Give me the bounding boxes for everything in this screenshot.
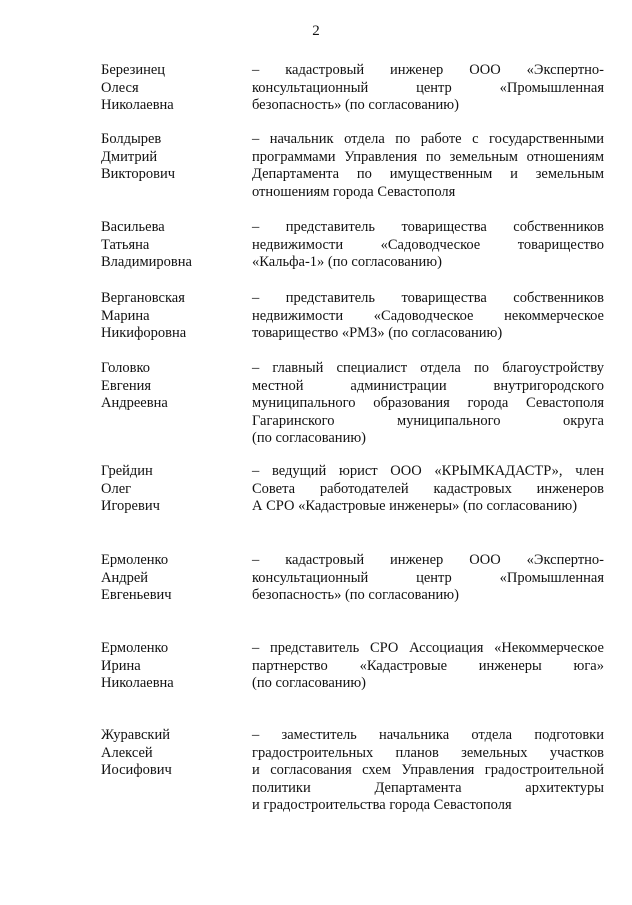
member-name-line: Викторович <box>101 166 176 183</box>
member-name-line: Дмитрий <box>101 148 158 165</box>
member-role-line: Гагаринского муниципального округа <box>252 412 604 429</box>
member-role-line: партнерство «Кадастровые инженеры юга» <box>252 657 604 674</box>
member-name <box>101 62 241 115</box>
member-name-line: Ермоленко <box>101 640 169 656</box>
member-role <box>252 62 604 115</box>
member-role-line: – кадастровый инженер ООО «Экспертно- <box>252 62 604 78</box>
member-role-line: – кадастровый инженер ООО «Экспертно- <box>252 552 604 568</box>
member-name-line: Евгения <box>101 377 152 394</box>
member-role-line: программами Управления по земельным отношениям <box>252 148 604 165</box>
member-name-line: Болдырев <box>101 131 162 147</box>
member-role-line: отношениям города Севастополя <box>252 183 456 200</box>
member-role <box>252 131 604 201</box>
member-name-line: Алексей <box>101 744 153 761</box>
member-name-line: Ермоленко <box>101 552 169 568</box>
member-name-line: Татьяна <box>101 236 150 253</box>
member-role-line: местной администрации внутригородского <box>252 377 604 394</box>
member-role <box>252 360 604 448</box>
member-name-line: Вергановская <box>101 290 185 306</box>
member-name <box>101 131 241 184</box>
member-name-line: Ирина <box>101 657 141 674</box>
member-name-line: Иосифович <box>101 762 172 779</box>
member-name-line: Андрей <box>101 569 149 586</box>
member-role-line: Департамента по имущественным и земельным <box>252 166 604 183</box>
member-role <box>252 727 604 815</box>
member-name-line: Васильева <box>101 219 165 235</box>
member-role-line: консультационный центр «Промышленная <box>252 79 604 96</box>
member-name-line: Николаевна <box>101 97 174 114</box>
member-name-line: Олег <box>101 480 132 497</box>
member-role <box>252 290 604 343</box>
member-role-line: – ведущий юрист ООО «КРЫМКАДАСТР», член <box>252 463 604 479</box>
member-role <box>252 463 604 516</box>
member-role-line: – начальник отдела по работе с государственными <box>252 131 604 147</box>
member-role-line: Совета работодателей кадастровых инженеров <box>252 480 604 497</box>
member-name-line: Головко <box>101 360 151 376</box>
member-name-line: Журавский <box>101 727 170 743</box>
member-name <box>101 219 241 272</box>
member-role-line: товарищество «РМЗ» (по согласованию) <box>252 325 503 342</box>
member-name-line: Грейдин <box>101 463 153 479</box>
member-name <box>101 463 241 516</box>
member-name-line: Игоревич <box>101 498 160 515</box>
member-role-line: консультационный центр «Промышленная <box>252 569 604 586</box>
member-name <box>101 727 241 780</box>
member-name <box>101 290 241 343</box>
member-name-line: Андреевна <box>101 395 168 412</box>
member-role-line: «Кальфа-1» (по согласованию) <box>252 254 442 271</box>
member-role-line: недвижимости «Садоводческое некоммерческое <box>252 307 604 324</box>
member-name-line: Березинец <box>101 62 166 78</box>
member-role-line: – заместитель начальника отдела подготовки <box>252 727 604 743</box>
member-name <box>101 640 241 693</box>
member-role-line: – представитель товарищества собственников <box>252 219 604 235</box>
member-name-line: Никифоровна <box>101 325 187 342</box>
member-role-line: (по согласованию) <box>252 675 366 692</box>
member-name-line: Владимировна <box>101 254 192 271</box>
member-role <box>252 552 604 605</box>
member-role <box>252 640 604 693</box>
member-name-line: Олеся <box>101 79 139 96</box>
member-role-line: политики Департамента архитектуры <box>252 779 604 796</box>
member-role-line: муниципального образования города Севастополя <box>252 395 604 412</box>
member-role-line: – представитель СРО Ассоциация «Некоммерческое <box>252 640 604 656</box>
member-name-line: Марина <box>101 307 150 324</box>
member-role-line: А СРО «Кадастровые инженеры» (по согласованию) <box>252 498 578 515</box>
member-role-line: и согласования схем Управления градостроительной <box>252 762 604 779</box>
member-name-line: Евгеньевич <box>101 587 172 604</box>
member-name <box>101 552 241 605</box>
member-role-line: недвижимости «Садоводческое товарищество <box>252 236 604 253</box>
member-role <box>252 219 604 272</box>
member-name-line: Николаевна <box>101 675 174 692</box>
member-role-line: и градостроительства города Севастополя <box>252 797 512 814</box>
member-role-line: (по согласованию) <box>252 430 366 447</box>
member-role-line: безопасность» (по согласованию) <box>252 97 459 114</box>
member-role-line: безопасность» (по согласованию) <box>252 587 459 604</box>
member-role-line: градостроительных планов земельных участков <box>252 744 604 761</box>
page-number: 2 <box>312 23 320 39</box>
member-role-line: – представитель товарищества собственников <box>252 290 604 306</box>
member-name <box>101 360 241 413</box>
member-role-line: – главный специалист отдела по благоустройству <box>252 360 604 376</box>
